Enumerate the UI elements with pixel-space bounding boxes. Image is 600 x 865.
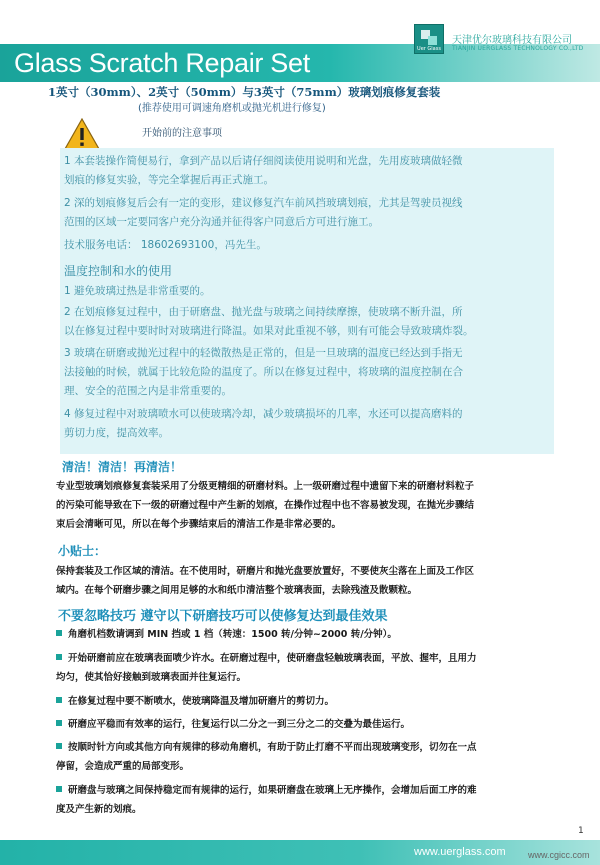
note-line: 划痕的修复实验，等完全掌握后再正式施工。 bbox=[64, 174, 274, 186]
bullet-square-icon bbox=[56, 630, 62, 636]
temp-line: 3 玻璃在研磨或抛光过程中的轻微散热是正常的，但是一旦玻璃的温度已经达到手指无 bbox=[64, 347, 463, 359]
company-name-cn: 天津优尔玻璃科技有限公司 bbox=[452, 35, 572, 46]
footer-url[interactable]: www.uerglass.com bbox=[414, 846, 506, 858]
trick-item: 角磨机档数请调到 MIN 挡或 1 档（转速：1500 转/分钟~2000 转/分钟）。 bbox=[56, 626, 397, 644]
temp-line: 2 在划痕修复过程中，由于研磨盘、抛光盘与玻璃之间持续摩擦，使玻璃不断升温，所 bbox=[64, 306, 463, 318]
temp-line: 4 修复过程中对玻璃喷水可以使玻璃冷却，减少玻璃损坏的几率，水还可以提高磨料的 bbox=[64, 408, 463, 420]
temp-line: 法接触的时候，就属于比较危险的温度了。所以在修复过程中，将玻璃的温度控制在合 bbox=[64, 366, 463, 378]
clean-line: 的污染可能导致在下一级的研磨过程中产生新的划痕，在操作过程中也不容易被发现，在抛光步骤结 bbox=[56, 500, 475, 511]
warning-heading: 开始前的注意事项 bbox=[142, 128, 222, 139]
trick-item: 研磨盘与玻璃之间保持稳定而有规律的运行，如果研磨盘在玻璃上无序操作，会增加后面工序的难 bbox=[56, 782, 477, 800]
temp-line: 以在修复过程中要时时对玻璃进行降温。如果对此重视不够，则有可能会导致玻璃炸裂。 bbox=[64, 325, 474, 337]
warning-icon bbox=[64, 118, 100, 150]
trick-item: 开始研磨前应在玻璃表面喷少许水。在研磨过程中，使研磨盘轻触玻璃表面，平放、握牢，且用力 bbox=[56, 650, 477, 668]
trick-item-cont: 度及产生新的划痕。 bbox=[56, 804, 142, 815]
trick-item: 研磨应平稳而有效率的运行，往复运行以二分之一到三分之二的交叠为最佳运行。 bbox=[56, 716, 410, 734]
temp-line: 理、安全的范围之内是非常重要的。 bbox=[64, 385, 232, 397]
bullet-square-icon bbox=[56, 697, 62, 703]
bullet-square-icon bbox=[56, 720, 62, 726]
temperature-heading: 温度控制和水的使用 bbox=[64, 264, 173, 278]
tips-line: 域内。在每个研磨步骤之间用足够的水和纸巾清洁整个玻璃表面，去除残渣及散颗粒。 bbox=[56, 585, 418, 596]
watermark-site: www.cgicc.com bbox=[528, 850, 590, 860]
clean-line: 专业型玻璃划痕修复套装采用了分级更精细的研磨材料。上一级研磨过程中遗留下来的研磨材料粒子 bbox=[56, 481, 475, 492]
bullet-square-icon bbox=[56, 654, 62, 660]
footer-banner bbox=[0, 840, 600, 865]
note-line: 1 本套装操作简便易行，拿到产品以后请仔细阅读使用说明和光盘，先用废玻璃做轻微 bbox=[64, 155, 463, 167]
trick-item: 在修复过程中要不断喷水，使玻璃降温及增加研磨片的剪切力。 bbox=[56, 693, 334, 711]
tips-heading: 小贴士： bbox=[58, 544, 107, 558]
temp-line: 1 避免玻璃过热是非常重要的。 bbox=[64, 285, 211, 297]
document-title: 1英寸（30mm）、2英寸（50mm）与3英寸（75mm）玻璃划痕修复套装 bbox=[48, 85, 441, 99]
header-title: Glass Scratch Repair Set bbox=[14, 48, 310, 78]
page-header bbox=[0, 0, 600, 82]
temp-line: 剪切力度，提高效率。 bbox=[64, 427, 169, 439]
note-line: 技术服务电话： 18602693100，冯先生。 bbox=[64, 239, 267, 251]
company-logo-icon: Uer Glass bbox=[414, 24, 444, 54]
clean-line: 束后会清晰可见，所以在每个步骤结束后的清洁工作是非常必要的。 bbox=[56, 519, 342, 530]
trick-item-cont: 均匀，使其恰好接触到玻璃表面并往复运行。 bbox=[56, 672, 247, 683]
document-header bbox=[42, 84, 570, 154]
document-subtitle: (推荐使用可调速角磨机或抛光机进行修复) bbox=[138, 103, 326, 114]
trick-item: 按顺时针方向或其他方向有规律的移动角磨机，有助于防止打磨不平而出现玻璃变形，切勿在一点 bbox=[56, 739, 477, 757]
trick-item-cont: 停留，会造成严重的局部变形。 bbox=[56, 761, 190, 772]
note-line: 2 深的划痕修复后会有一定的变形，建议修复汽车前风挡玻璃划痕，尤其是驾驶员视线 bbox=[64, 197, 463, 209]
tips-line: 保持套装及工作区域的清洁。在不使用时，研磨片和抛光盘要放置好，不要使灰尘落在上面及工作区 bbox=[56, 566, 475, 577]
tricks-heading: 不要忽略技巧 遵守以下研磨技巧可以使修复达到最佳效果 bbox=[58, 609, 388, 624]
clean-heading: 清洁！清洁！再清洁！ bbox=[62, 460, 183, 474]
bullet-square-icon bbox=[56, 743, 62, 749]
company-name-en: TIANJIN UERGLASS TECHNOLOGY CO.,LTD bbox=[452, 45, 584, 52]
page-number: 1 bbox=[578, 826, 584, 836]
bullet-square-icon bbox=[56, 786, 62, 792]
note-line: 范围的区域一定要同客户充分沟通并征得客户同意后方可进行施工。 bbox=[64, 216, 379, 228]
